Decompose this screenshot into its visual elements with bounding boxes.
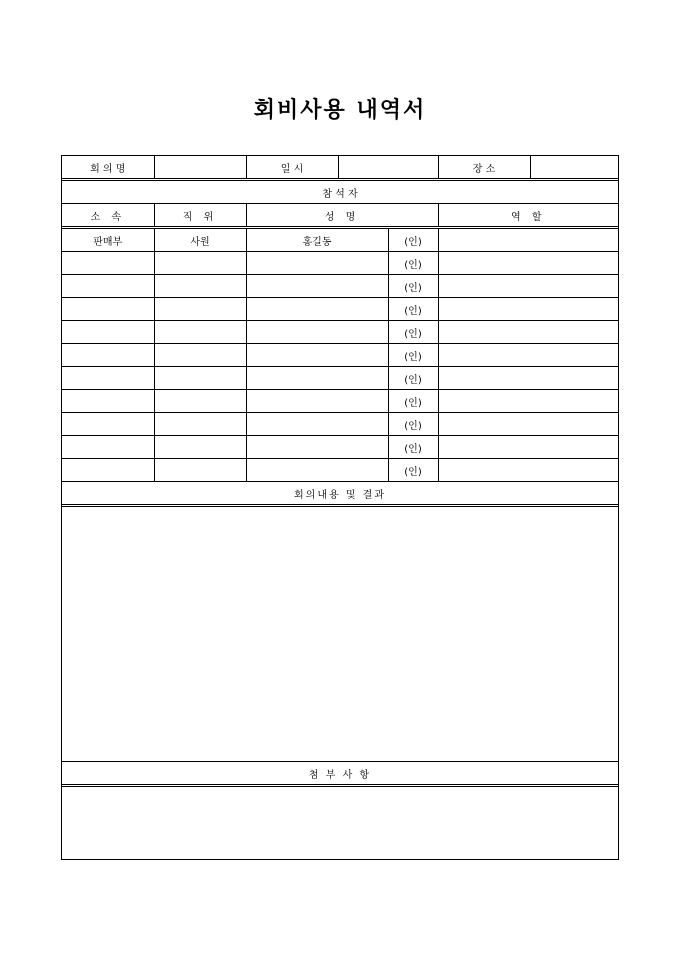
meeting-name-field[interactable] [154, 156, 246, 180]
attendee-seal: (인) [388, 298, 438, 321]
attendee-seal: (인) [388, 390, 438, 413]
contents-title-row [62, 482, 618, 506]
header-role: 역 할 [438, 204, 618, 228]
attendees-header-row [62, 204, 618, 228]
attachments-section-title: 첨 부 사 항 [62, 762, 618, 786]
attendee-name[interactable]: 홍길동 [246, 228, 388, 252]
attendee-dept[interactable] [62, 413, 154, 436]
expense-form [61, 155, 619, 860]
attendee-name[interactable] [246, 275, 388, 298]
attendee-dept[interactable] [62, 390, 154, 413]
date-field[interactable] [338, 156, 438, 180]
contents-area-row [62, 506, 618, 762]
attendee-row [62, 344, 618, 367]
attendee-role[interactable] [438, 459, 618, 482]
attendee-role[interactable] [438, 344, 618, 367]
attendee-dept[interactable] [62, 459, 154, 482]
attendee-seal: (인) [388, 459, 438, 482]
meeting-name-label: 회 의 명 [62, 156, 154, 180]
attendee-position[interactable] [154, 459, 246, 482]
attendee-dept[interactable] [62, 298, 154, 321]
attendee-position[interactable] [154, 367, 246, 390]
attendee-name[interactable] [246, 298, 388, 321]
attendee-position[interactable] [154, 413, 246, 436]
attendee-seal: (인) [388, 367, 438, 390]
contents-section-title: 회의내용 및 결과 [62, 482, 618, 506]
attendee-role[interactable] [438, 321, 618, 344]
attendee-name[interactable] [246, 413, 388, 436]
attendee-row [62, 413, 618, 436]
attachments-title-row [62, 762, 618, 786]
attendees-section-title: 참 석 자 [62, 180, 618, 204]
attachments-textarea[interactable] [62, 786, 618, 872]
attendee-row [62, 390, 618, 413]
attendee-role[interactable] [438, 413, 618, 436]
place-label: 장 소 [438, 156, 530, 180]
attendee-row [62, 436, 618, 459]
attendee-dept[interactable] [62, 436, 154, 459]
attendee-dept[interactable]: 판매부 [62, 228, 154, 252]
attendee-name[interactable] [246, 344, 388, 367]
attendee-row [62, 298, 618, 321]
attendee-position[interactable] [154, 344, 246, 367]
attendee-row [62, 459, 618, 482]
attendee-seal: (인) [388, 228, 438, 252]
attendee-role[interactable] [438, 367, 618, 390]
attendee-seal: (인) [388, 344, 438, 367]
attendee-seal: (인) [388, 436, 438, 459]
attendee-row [62, 367, 618, 390]
attendee-role[interactable] [438, 228, 618, 252]
attendee-name[interactable] [246, 459, 388, 482]
attendee-name[interactable] [246, 321, 388, 344]
attendee-position[interactable] [154, 252, 246, 275]
attendee-seal: (인) [388, 413, 438, 436]
attendee-row [62, 275, 618, 298]
attendee-dept[interactable] [62, 252, 154, 275]
attendee-seal: (인) [388, 275, 438, 298]
attendee-row [62, 321, 618, 344]
attendee-role[interactable] [438, 275, 618, 298]
place-field[interactable] [530, 156, 618, 180]
attachments-area-row [62, 786, 618, 872]
attendee-seal: (인) [388, 321, 438, 344]
date-label: 일 시 [246, 156, 338, 180]
attendee-position[interactable]: 사원 [154, 228, 246, 252]
attendee-position[interactable] [154, 275, 246, 298]
attendee-row [62, 252, 618, 275]
attendee-name[interactable] [246, 436, 388, 459]
attendee-role[interactable] [438, 390, 618, 413]
contents-textarea[interactable] [62, 506, 618, 762]
attendee-name[interactable] [246, 252, 388, 275]
attendee-role[interactable] [438, 298, 618, 321]
attendee-dept[interactable] [62, 321, 154, 344]
attendee-name[interactable] [246, 367, 388, 390]
attendee-role[interactable] [438, 252, 618, 275]
attendee-dept[interactable] [62, 275, 154, 298]
attendee-position[interactable] [154, 390, 246, 413]
header-dept: 소 속 [62, 204, 154, 228]
attendee-position[interactable] [154, 436, 246, 459]
form-table [62, 156, 618, 871]
attendee-name[interactable] [246, 390, 388, 413]
attendee-position[interactable] [154, 321, 246, 344]
attendees-title-row [62, 180, 618, 204]
meta-row [62, 156, 618, 180]
attendee-role[interactable] [438, 436, 618, 459]
attendee-row [62, 228, 618, 252]
attendee-position[interactable] [154, 298, 246, 321]
header-position: 직 위 [154, 204, 246, 228]
attendee-dept[interactable] [62, 344, 154, 367]
attendee-seal: (인) [388, 252, 438, 275]
page-title: 회비사용 내역서 [253, 98, 427, 123]
attendee-dept[interactable] [62, 367, 154, 390]
header-name: 성 명 [246, 204, 438, 228]
